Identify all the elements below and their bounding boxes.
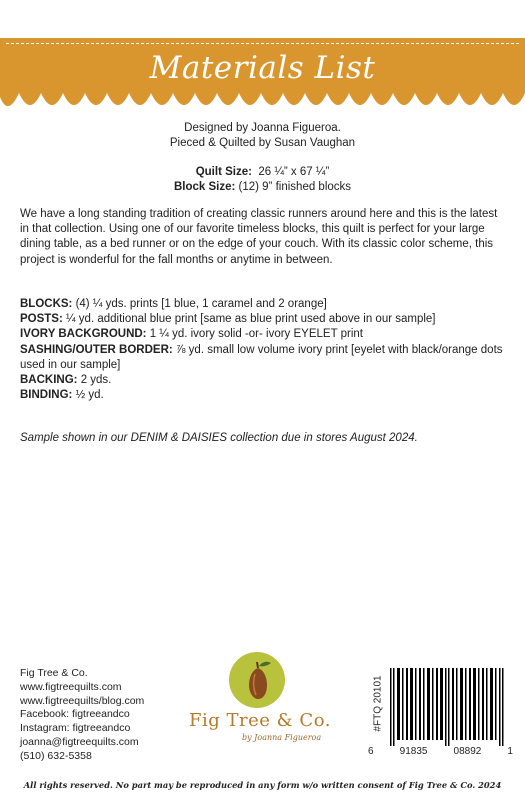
- email-link[interactable]: joanna@figtreequilts.com: [20, 735, 139, 748]
- material-label: IVORY BACKGROUND:: [20, 328, 147, 341]
- website-link[interactable]: www.figtreequilts.com: [20, 680, 122, 693]
- block-size: [0, 180, 525, 195]
- contact-info: [20, 667, 144, 764]
- barcode-numbers: [368, 746, 513, 757]
- designer-credit: Designed by Joanna Figueroa.: [184, 122, 341, 134]
- quilt-size: [0, 165, 525, 180]
- material-item: [20, 297, 505, 312]
- quilter-credit: Pieced & Quilted by Susan Vaughan: [169, 137, 356, 149]
- material-item: [20, 327, 505, 342]
- logo-tagline: by Joanna Figueroa: [242, 733, 322, 742]
- barcode-left-digit: 6: [368, 746, 374, 757]
- material-text: ⅞ yd. small low volume ivory print [eyelet with black/orange dots used in our sample]: [20, 343, 503, 371]
- copyright-footer: All rights reserved. No part may be reproduced in any form w/o written consent of Fig Tree & Co. 2024: [23, 780, 502, 790]
- phone-number: (510) 632-5358: [20, 749, 92, 762]
- facebook-handle: Facebook: figtreeandco: [20, 708, 130, 721]
- barcode: [368, 668, 513, 768]
- block-size-label: Block Size:: [173, 181, 236, 193]
- blog-link[interactable]: www.figtreequilts/blog.com: [20, 694, 145, 707]
- materials-list: [20, 297, 505, 403]
- banner-scallops: [0, 91, 525, 121]
- brand-logo: [180, 650, 340, 770]
- company-name: Fig Tree & Co.: [20, 667, 88, 679]
- quilt-size-value: 26 ¼” x 67 ¼”: [258, 166, 330, 178]
- material-item: [20, 388, 505, 403]
- barcode-right-digit: 1: [507, 746, 513, 757]
- instagram-handle: Instagram: figtreeandco: [20, 722, 131, 735]
- material-item: [20, 373, 505, 388]
- material-text: ¼ yd. additional blue print [same as blue print used above in our sample]: [62, 313, 436, 326]
- credits: [0, 121, 525, 151]
- sample-note: Sample shown in our DENIM & DAISIES collection due in stores August 2024.: [20, 432, 418, 444]
- size-specs: [0, 165, 525, 195]
- page-title: Materials List: [149, 50, 376, 86]
- material-label: SASHING/OUTER BORDER:: [20, 343, 173, 356]
- barcode-group-1: 91835: [399, 746, 428, 757]
- material-label: BLOCKS:: [20, 298, 73, 310]
- material-text: 2 yds.: [77, 374, 112, 387]
- block-size-value: (12) 9” finished blocks: [238, 181, 352, 193]
- logo-circle: [229, 652, 285, 708]
- barcode-bars: [388, 668, 508, 746]
- fig-icon: [229, 652, 285, 708]
- material-label: BINDING:: [20, 389, 73, 402]
- banner-stitch-line: [6, 43, 519, 44]
- material-text: (4) ¼ yds. prints [1 blue, 1 caramel and 2 orange]: [72, 298, 327, 310]
- material-label: BACKING:: [20, 374, 78, 387]
- material-text: 1 ¼ yd. ivory solid -or- ivory EYELET print: [146, 328, 363, 341]
- material-text: ½ yd.: [72, 389, 104, 402]
- logo-name: Fig Tree & Co.: [189, 710, 331, 731]
- material-label: POSTS:: [20, 313, 63, 326]
- sku-number: #FTQ 20101: [372, 675, 384, 732]
- material-item: [20, 312, 505, 327]
- quilt-size-label: Quilt Size:: [195, 166, 252, 178]
- description: We have a long standing tradition of creating classic runners around here and this is the latest in that collection. Using one of our favorite timeless blocks, this quilt is perfect for your large dining table, as a bed runner or on the edge of your couch. With its classic color scheme, this project is wonderful for the fall months or anytime in between.: [20, 208, 498, 266]
- barcode-group-2: 08892: [453, 746, 482, 757]
- material-item: [20, 343, 505, 373]
